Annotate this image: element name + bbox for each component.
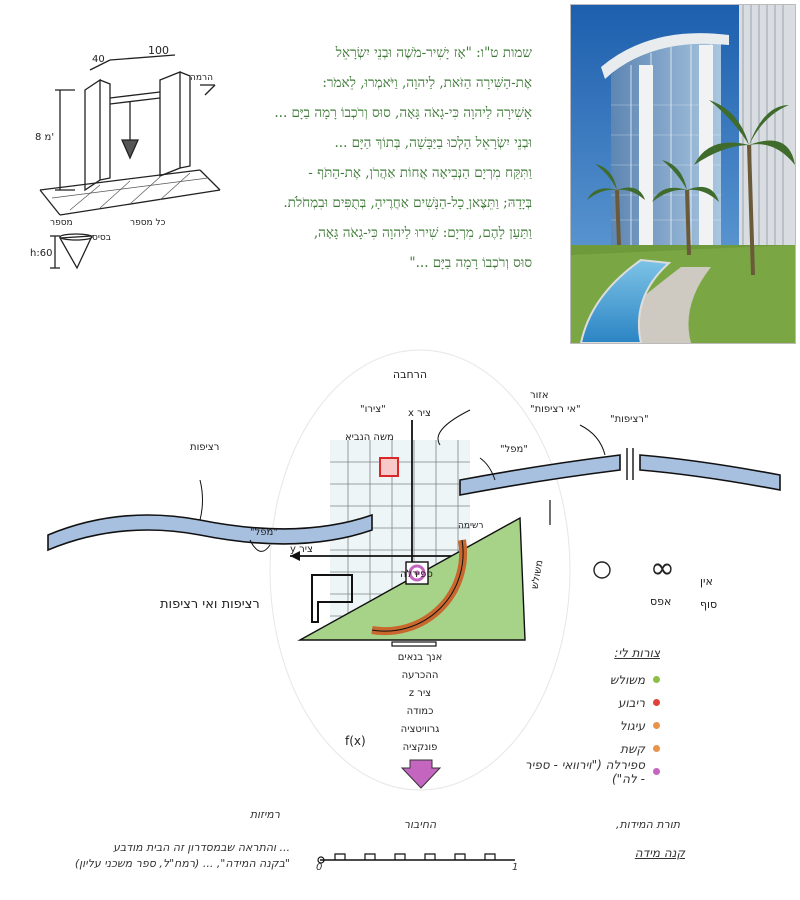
label-fx: f(x) — [345, 734, 366, 748]
label-continuity: רציפות ואי רציפות — [160, 597, 260, 612]
footer-connections-label: החיבור — [403, 818, 437, 831]
dim-label: 100 — [148, 44, 169, 57]
footer-measure-b: קנה מידה — [634, 846, 685, 860]
label-spiral: ספירלה — [400, 569, 433, 580]
legend-item — [520, 691, 660, 714]
poem-line: וּבְנֵי יִשְׂרָאֵל הָלְכוּ בַיַּבָּשָׁה, בְּתוֹךְ הַיָּם ... — [334, 135, 532, 151]
shapes-legend — [520, 646, 660, 786]
scale-bar — [315, 848, 535, 868]
label-infinity-b: סוף — [700, 598, 718, 611]
label-triangle: משולש — [529, 559, 546, 590]
sketch-label: הרמה — [190, 73, 213, 83]
legend-label: משולש — [609, 672, 645, 687]
quote-line: ... והתראה שבמסדרון זה הבית מודבע — [112, 841, 290, 854]
legend-label: ריבוע — [617, 695, 645, 710]
poem-text — [232, 38, 532, 278]
label-pool: "מפל" — [500, 444, 528, 455]
poem-line: אֶת-הַשִּׁירָה הַזֹּאת, לַיהוָה, וַיֹּאמְרוּ, לֵאמֹר: — [322, 75, 532, 91]
center-list-item: פונקציה — [402, 742, 438, 753]
center-list-item: אנך בנאים — [397, 652, 443, 663]
legend-title: צורות לי: — [614, 646, 660, 660]
label-channel-right: "רציפות" — [610, 414, 649, 425]
label-channel-left: רציפות — [190, 442, 220, 453]
footer-measure-a: תורת המידות, — [615, 818, 680, 831]
legend-color-dot — [653, 768, 660, 775]
label-pool-left: "מפל" — [250, 527, 278, 538]
right-channel-b — [640, 455, 780, 490]
building-illustration — [571, 5, 795, 343]
footer-notes-label: רמיזות — [249, 808, 280, 821]
square-shape — [380, 458, 398, 476]
label-arc: רשימה — [458, 521, 484, 531]
legend-color-dot — [653, 722, 660, 729]
zero-symbol — [594, 562, 610, 578]
label-plaza: הרחבה — [392, 368, 428, 381]
building-photo — [570, 4, 796, 344]
footer-quote — [40, 840, 290, 872]
poem-line: שמות ט"ו: "אָז יָשִׁיר-מֹשֶׁה וּבְנֵי יִשְׂרָאֵל — [335, 45, 532, 61]
legend-color-dot — [653, 745, 660, 752]
center-list-item: ציר z — [408, 688, 432, 699]
dim-label: 40 — [92, 54, 105, 65]
poem-line: בְּיָדָהּ; וַתֵּצֶאןָ כָל-הַנָּשִׁים אַחֲרֶיהָ, בְּתֻפִּים וּבִמְחֹלֹת. — [283, 195, 532, 211]
center-list-item: גרוויטציה — [400, 724, 440, 735]
down-arrow — [402, 760, 440, 788]
dim-label: h:60 — [30, 248, 53, 259]
site-plan-diagram — [0, 340, 800, 840]
left-channel — [48, 515, 372, 550]
label-walls-prefix: אזור — [530, 390, 549, 401]
legend-item — [520, 757, 660, 786]
sketch-label: מספר — [50, 218, 73, 228]
infinity-symbol: ∞ — [650, 551, 675, 586]
center-list-item: ההכרעה — [401, 670, 439, 681]
quote-line: "בקנה המידה", ... (רמח"ל, ספר משכני עליון) — [74, 857, 290, 870]
legend-item — [520, 668, 660, 691]
poem-line: אָשִׁירָה לַיהוָה כִּי-גָאֹה גָּאָה, סוּס וְרֹכְבוֹ רָמָה בַיָּם ... — [274, 105, 532, 121]
dim-label: 8 מ' — [35, 132, 55, 143]
sketch-label: בסיס — [92, 233, 111, 243]
scale-end: 1 — [512, 862, 519, 873]
scale-start: 0 — [316, 862, 323, 873]
label-axis-x: ציר x — [408, 408, 431, 419]
base-plate — [392, 642, 436, 646]
label-zero-word: אפס — [650, 595, 672, 608]
legend-label: ספירלה ("וירוואי - ספיר - לה") — [524, 757, 645, 786]
label-table: משה הנביא — [345, 432, 394, 443]
label-walls: "אי רציפות" — [530, 404, 581, 415]
center-list-item: כמודה — [406, 706, 434, 717]
legend-color-dot — [653, 699, 660, 706]
legend-label: קשת — [620, 741, 645, 756]
poem-line: וַתַּעַן לָהֶם, מִרְיָם: שִׁירוּ לַיהוָה כִּי-גָאֹה גָּאָה, — [313, 225, 532, 241]
sketch-label: כל מספר — [130, 218, 166, 228]
label-zero: "צירו" — [360, 404, 386, 415]
label-infinity-a: אין — [700, 575, 713, 588]
legend-label: עיגול — [619, 718, 645, 733]
poem-line: סוּס וְרֹכְבוֹ רָמָה בַיָּם ..." — [409, 255, 532, 271]
sculpture-sketch — [30, 40, 240, 280]
legend-item — [520, 714, 660, 737]
label-axis-y: ציר y — [290, 544, 313, 555]
poem-line: וַתִּקַּח מִרְיָם הַנְּבִיאָה אֲחוֹת אַהֲרֹן, אֶת-הַתֹּף - — [308, 165, 532, 181]
legend-color-dot — [653, 676, 660, 683]
